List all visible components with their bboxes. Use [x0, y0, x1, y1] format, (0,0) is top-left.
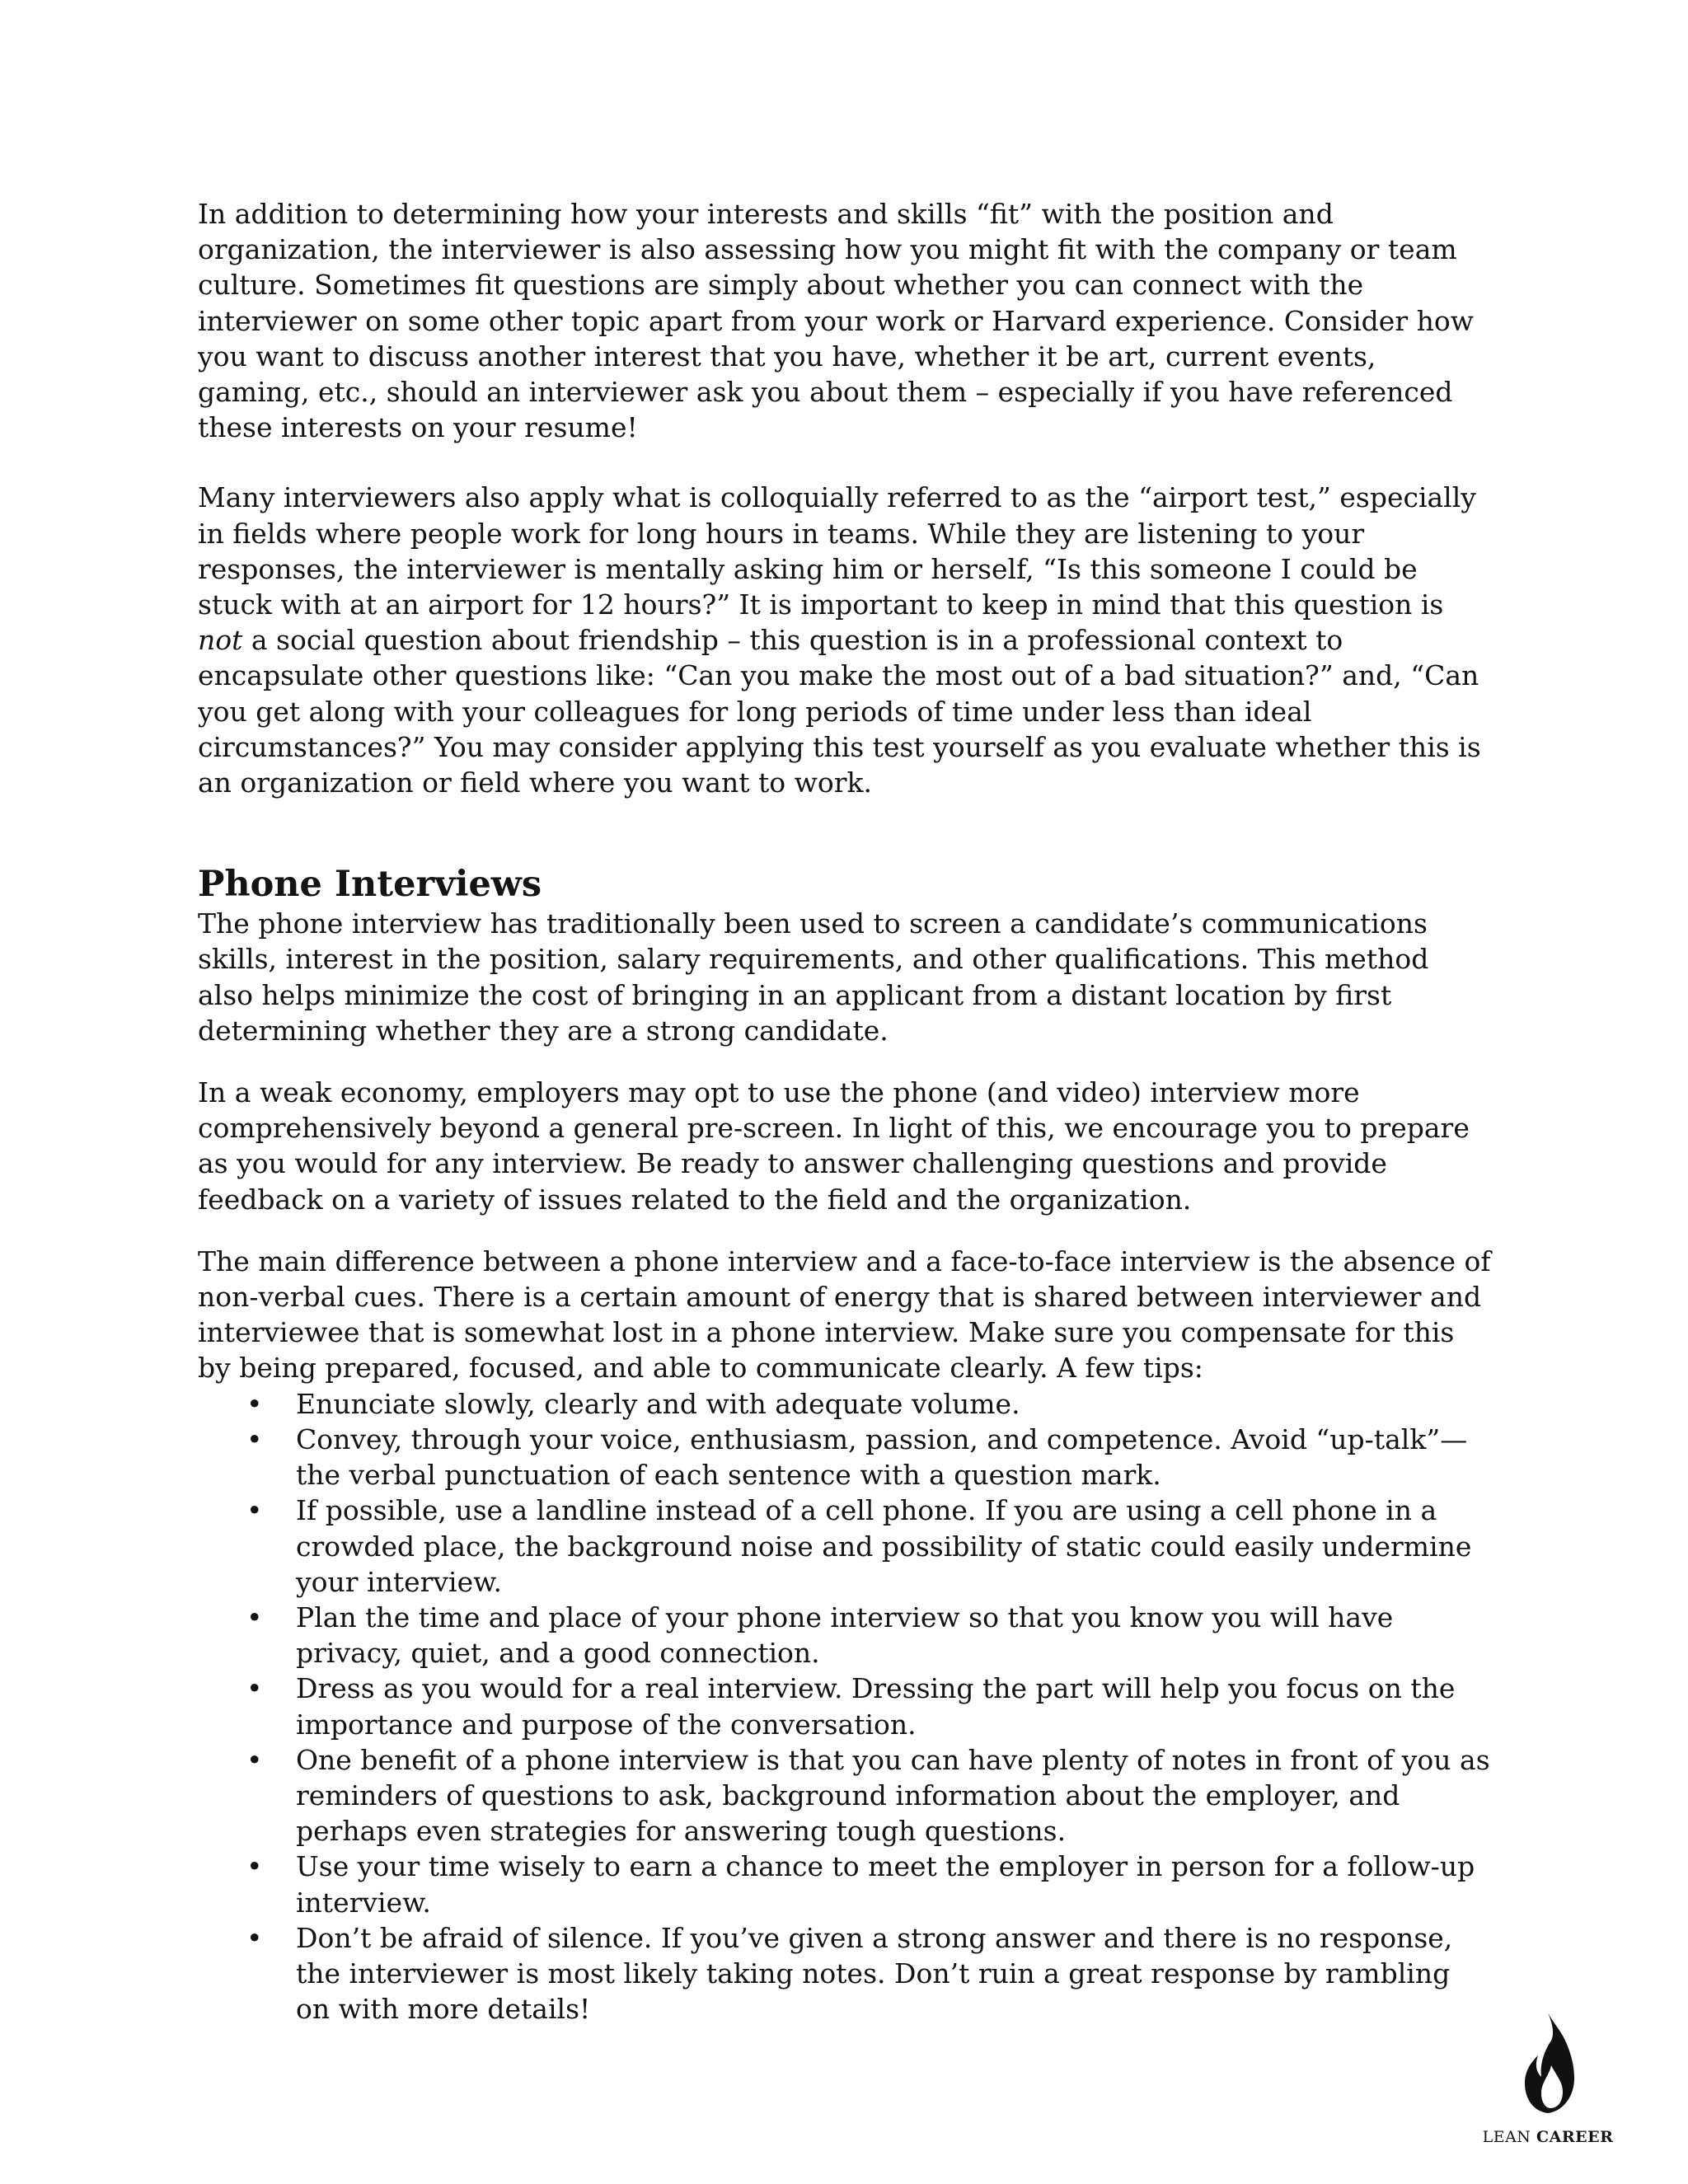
- list-item: [198, 1849, 1492, 1919]
- flame-icon: [1523, 2011, 1576, 2115]
- list-item-text: Dress as you would for a real interview. Dressing the part will help you focus on the importance and purpose of the conversation.: [296, 1672, 1456, 1741]
- bullet-icon: •: [246, 1672, 263, 1705]
- list-item-text: Convey, through your voice, enthusiasm, passion, and competence. Avoid “up-talk”—the verbal punctuation of each sentence with a question mark.: [296, 1422, 1468, 1492]
- phone-paragraph-weak-economy: In a weak economy, employers may opt to use the phone (and video) interview more comprehensively beyond a general pre-screen. In light of this, we encourage you to prepare as you would for any interview. Be ready to answer challenging questions and provide feedback on a variety of issues related to the field and the organization.: [198, 1076, 1470, 1216]
- section-heading-phone-interviews: Phone Interviews: [198, 864, 542, 906]
- intro-paragraph-fit: In addition to determining how your interests and skills “fit” with the position and organization, the interviewer is also assessing how you might fit with the company or team culture. Sometimes fit questions are simply about whether you can connect with the interviewer on some other topic apart from your work or Harvard experience. Consider how you want to discuss another interest that you have, whether it be art, current events, gaming, etc., should an interviewer ask you about them – especially if you have referenced these interests on your resume!: [198, 198, 1474, 444]
- list-item: [198, 1493, 1492, 1600]
- list-item: [198, 1422, 1492, 1493]
- airport-test-emphasis: not: [198, 624, 243, 657]
- list-item: [198, 1600, 1492, 1671]
- logo-word-lean: LEAN: [1482, 2128, 1531, 2146]
- airport-test-text-after: a social question about friendship – this question is in a professional context to encapsulate other questions like: “Can you make the most out of a bad situation?” and, “Can you get along with your colleagues for long periods of time under less than ideal circumstances?” You may consider applying this test yourself as you evaluate whether this is an organization or field where you want to work.: [198, 624, 1481, 799]
- list-item: [198, 1671, 1492, 1741]
- phone-paragraph-nonverbal-cues: The main difference between a phone interview and a face-to-face interview is the absence of non-verbal cues. There is a certain amount of energy that is shared between interviewer and interviewee that is somewhat lost in a phone interview. Make sure you compensate for this by being prepared, focused, and able to communicate clearly. A few tips:: [198, 1244, 1491, 1385]
- logo-word-career: CAREER: [1536, 2128, 1614, 2146]
- list-item-text: Use your time wisely to earn a chance to meet the employer in person for a follow-up interview.: [296, 1850, 1475, 1919]
- list-item-text: If possible, use a landline instead of a cell phone. If you are using a cell phone in a crowded place, the background noise and possibility of static could easily undermine your interview.: [296, 1494, 1472, 1598]
- logo-wordmark: [1482, 2128, 1614, 2146]
- list-item-text: Enunciate slowly, clearly and with adequate volume.: [296, 1387, 1020, 1420]
- bullet-icon: •: [246, 1387, 263, 1420]
- bullet-icon: •: [246, 1850, 263, 1883]
- bullet-icon: •: [246, 1921, 263, 1954]
- phone-tips-list: [198, 1386, 1492, 2027]
- list-item-text: Plan the time and place of your phone interview so that you know you will have privacy, quiet, and a good connection.: [296, 1601, 1394, 1670]
- lean-career-logo: [1482, 2011, 1614, 2159]
- phone-paragraph-screening: The phone interview has traditionally been used to screen a candidate’s communications skills, interest in the position, salary requirements, and other qualifications. This method also helps minimize the cost of bringing in an applicant from a distant location by first determining whether they are a strong candidate.: [198, 907, 1429, 1047]
- bullet-icon: •: [246, 1601, 263, 1633]
- intro-paragraph-airport-test: [198, 480, 1492, 800]
- list-item: [198, 1742, 1492, 1849]
- bullet-icon: •: [246, 1422, 263, 1455]
- list-item-text: One benefit of a phone interview is that you can have plenty of notes in front of you as reminders of questions to ask, background information about the employer, and perhaps even strategies for answering tough questions.: [296, 1743, 1490, 1848]
- list-item-text: Don’t be afraid of silence. If you’ve given a strong answer and there is no response, the interviewer is most likely taking notes. Don’t ruin a great response by rambling on with more details!: [296, 1921, 1453, 2026]
- list-item: [198, 1386, 1492, 1422]
- airport-test-text-before: Many interviewers also apply what is colloquially referred to as the “airport test,” especially in fields where people work for long hours in teams. While they are listening to your responses, the interviewer is mentally asking him or herself, “Is this someone I could be stuck with at an airport for 12 hours?” It is important to keep in mind that this question is: [198, 481, 1476, 621]
- document-body: [198, 196, 1492, 2027]
- list-item: [198, 1920, 1492, 2027]
- bullet-icon: •: [246, 1494, 263, 1527]
- bullet-icon: •: [246, 1743, 263, 1776]
